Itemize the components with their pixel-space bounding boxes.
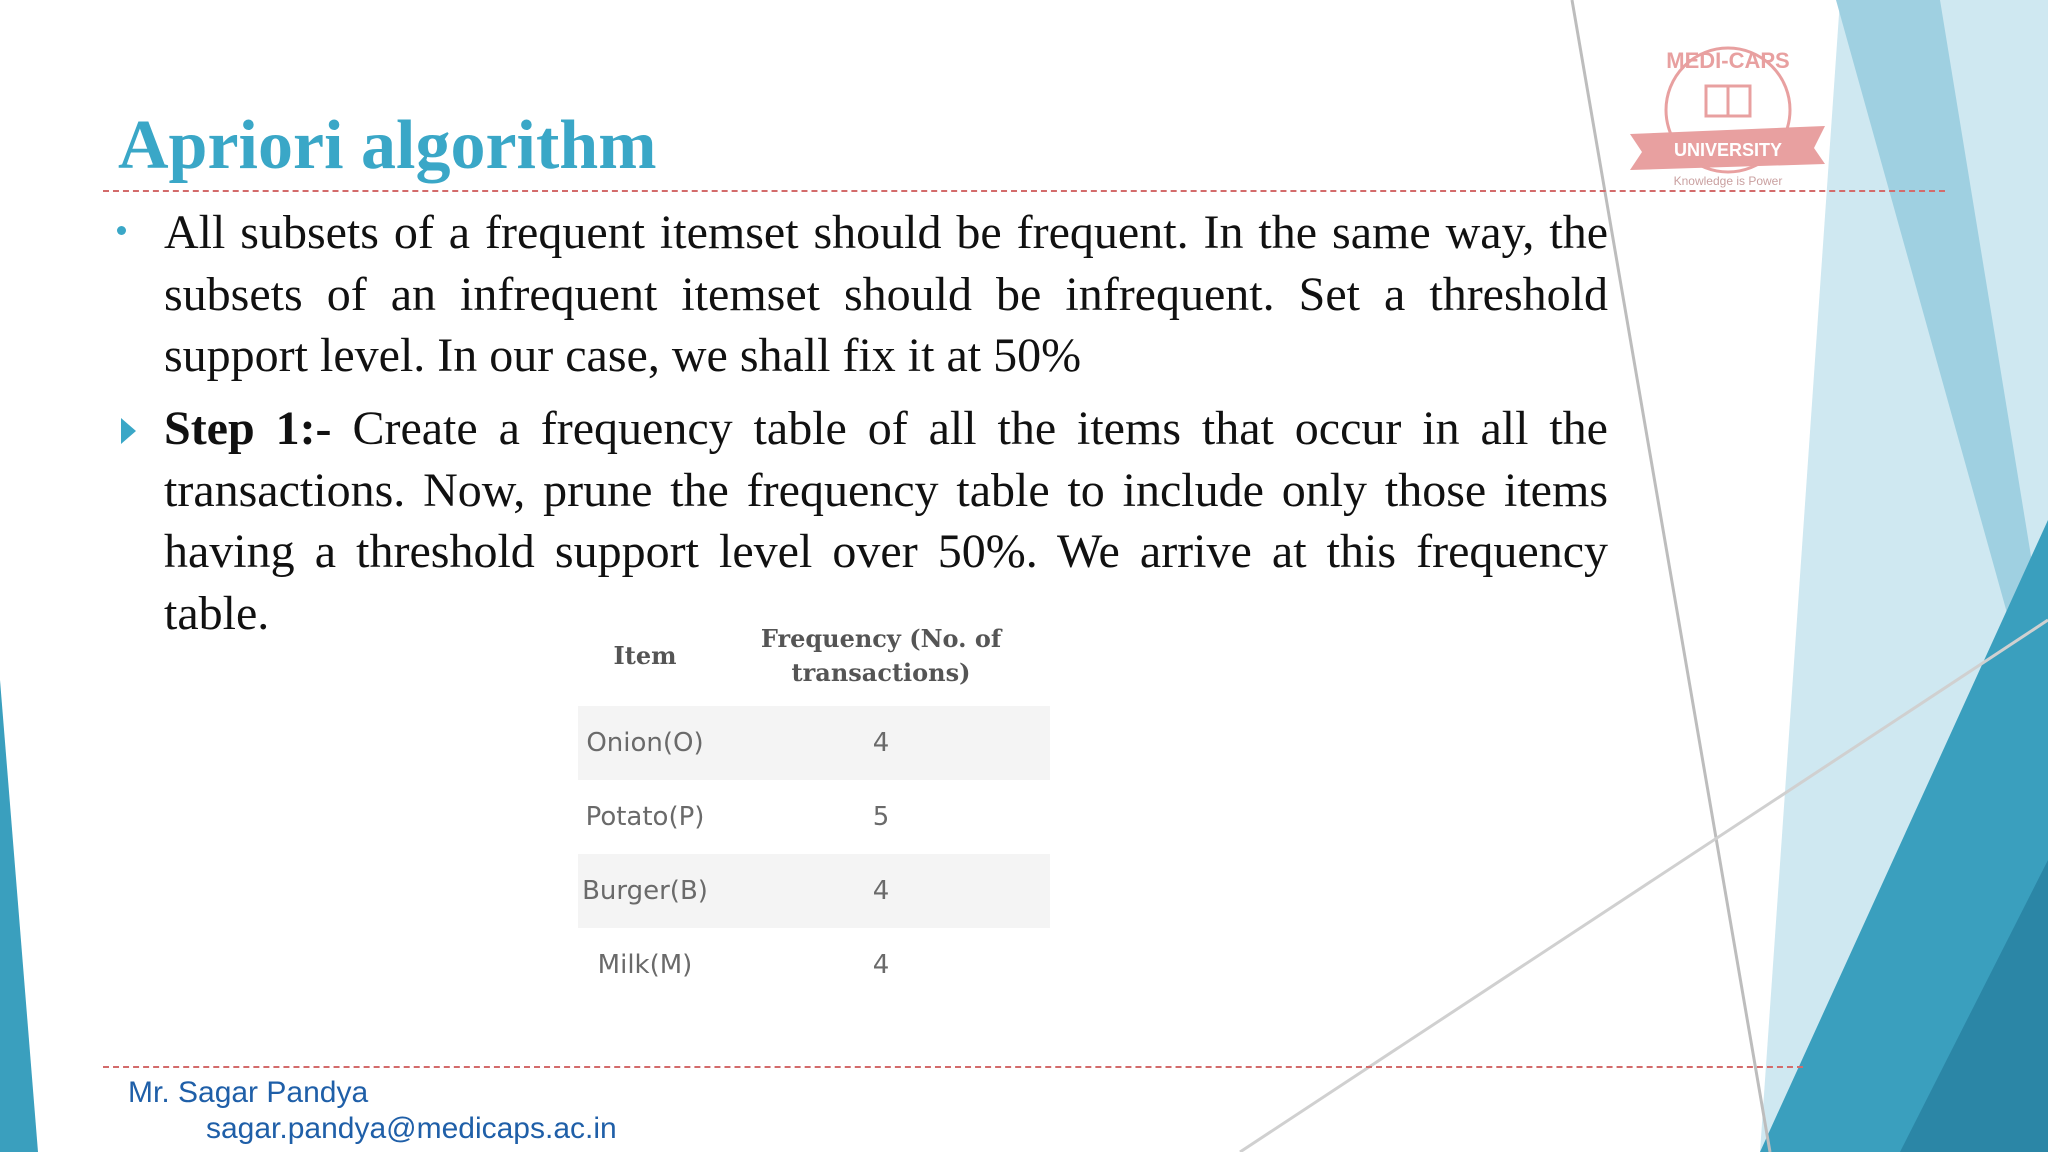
title-divider: [103, 190, 1945, 192]
bullet-subsets: All subsets of a frequent itemset should be frequent. In the same way, the subsets of an infrequent itemset should be infrequent. Set a threshold support level. In our case, we shall fix it at 50%: [164, 206, 1608, 382]
table-row: [578, 854, 1050, 928]
left-corner-shape: [0, 680, 38, 1152]
table-row: [578, 706, 1050, 780]
footer-divider: [103, 1066, 1803, 1068]
header-frequency-line-2: transactions): [791, 658, 971, 687]
cell-frequency: 5: [872, 802, 890, 832]
bullet-arrow-icon: [121, 418, 136, 444]
logo-name-text: MEDI-CAPS: [1666, 48, 1790, 73]
university-logo: [1620, 30, 1835, 190]
frequency-table: [578, 606, 1050, 1002]
header-frequency-line-1: Frequency (No. of: [760, 624, 1002, 653]
bullet-dot-icon: [117, 226, 126, 235]
cell-item: Milk(M): [597, 950, 693, 980]
header-frequency: [712, 622, 1050, 690]
cell-item: Onion(O): [586, 728, 704, 758]
footer-email: sagar.pandya@medicaps.ac.in: [206, 1112, 617, 1145]
step-text: Create a frequency table of all the items that occur in all the transactions. Now, prune the frequency table to include only those items having a threshold support level over 50%. We arrive at this frequency table.: [164, 402, 1608, 640]
cell-frequency: 4: [872, 876, 890, 906]
cell-item: Burger(B): [582, 876, 708, 906]
logo-tagline: Knowledge is Power: [1673, 174, 1783, 188]
cell-frequency: 4: [872, 728, 890, 758]
logo-ribbon-text: UNIVERSITY: [1673, 140, 1783, 160]
table-row: [578, 928, 1050, 1002]
step-label: Step 1:-: [164, 402, 332, 455]
footer-author: Mr. Sagar Pandya: [128, 1076, 369, 1109]
header-item: Item: [613, 641, 677, 670]
cell-item: Potato(P): [585, 802, 705, 832]
cell-frequency: 4: [872, 950, 890, 980]
table-header: [578, 606, 1050, 706]
slide-title: Apriori algorithm: [118, 107, 657, 184]
table-row: [578, 780, 1050, 854]
